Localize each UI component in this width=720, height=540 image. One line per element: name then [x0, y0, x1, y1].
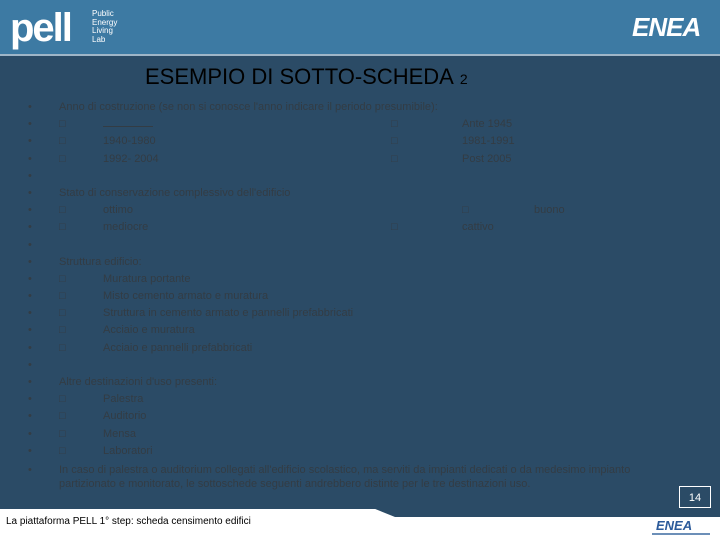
list-item — [28, 323, 648, 340]
use-option-label: Palestra — [103, 393, 144, 406]
checkbox-icon[interactable]: □ — [391, 152, 398, 165]
bullet-icon: • — [28, 393, 32, 406]
slide-title-number: 2 — [459, 71, 468, 87]
checkbox-icon[interactable]: □ — [59, 307, 66, 320]
list-item — [28, 358, 648, 375]
list-item — [28, 289, 648, 306]
condition-option-label: buono — [534, 204, 565, 217]
checkbox-icon[interactable]: □ — [59, 221, 66, 234]
age-heading: Anno di costruzione (se non si conosce l'anno indicare il periodo presumibile): — [59, 101, 438, 113]
bullet-icon: • — [28, 464, 32, 476]
slide-title — [145, 64, 468, 90]
list-item — [28, 100, 648, 117]
bullet-icon: • — [28, 444, 32, 457]
list-item — [28, 427, 648, 444]
use-option-label: Mensa — [103, 427, 137, 440]
bullet-icon: • — [28, 152, 32, 165]
checkbox-icon[interactable]: □ — [59, 204, 66, 217]
pell-logo-word: pell — [10, 6, 71, 50]
checkbox-icon[interactable]: □ — [59, 118, 66, 131]
structure-option-label: Acciaio e muratura — [103, 324, 195, 337]
bullet-icon: • — [28, 186, 32, 199]
bullet-icon: • — [28, 169, 32, 182]
checkbox-icon[interactable]: □ — [59, 427, 66, 440]
list-item — [28, 152, 648, 169]
checkbox-icon[interactable]: □ — [59, 410, 66, 423]
bullet-icon: • — [28, 307, 32, 320]
slide-title-text: ESEMPIO DI SOTTO-SCHEDA — [145, 64, 454, 89]
bullet-icon: • — [28, 101, 32, 113]
list-item — [28, 169, 648, 186]
structure-option-label: Muratura portante — [103, 272, 191, 285]
list-item — [28, 306, 648, 323]
list-item — [28, 117, 648, 134]
footer-enea-logo: ENEA — [656, 518, 693, 533]
uses-heading: Altre destinazioni d'uso presenti: — [59, 376, 218, 388]
list-item — [28, 134, 648, 151]
list-item — [28, 272, 648, 289]
bullet-icon: • — [28, 135, 32, 148]
list-item — [28, 203, 648, 220]
list-item — [28, 375, 648, 392]
checkbox-icon[interactable]: □ — [391, 118, 398, 131]
checkbox-icon[interactable]: □ — [391, 221, 398, 234]
bullet-icon: • — [28, 376, 32, 388]
use-option-label: Auditorio — [103, 410, 147, 423]
age-option-label: 1992- 2004 — [103, 152, 159, 165]
checkbox-icon[interactable]: □ — [59, 272, 66, 285]
list-item — [28, 409, 648, 426]
pell-logo-tagline: Public Energy Living Lab — [92, 9, 118, 44]
structure-option-label: Struttura in cemento armato e pannelli prefabbricati — [103, 307, 354, 320]
bullet-icon: • — [28, 204, 32, 217]
age-option-label: 1940-1980 — [103, 135, 156, 148]
list-item — [28, 238, 648, 255]
list-item — [28, 255, 648, 272]
bullet-icon: • — [28, 255, 32, 268]
bullet-icon: • — [28, 272, 32, 285]
structure-heading: Struttura edificio: — [59, 255, 142, 268]
year-blank-field[interactable] — [103, 117, 153, 131]
bullet-icon: • — [28, 410, 32, 423]
checkbox-icon[interactable]: □ — [59, 290, 66, 303]
footer-text: La piattaforma PELL 1° step: scheda censimento edifici — [6, 516, 251, 527]
footer-logo-underline — [652, 533, 710, 535]
list-item — [28, 392, 648, 409]
bullet-icon: • — [28, 324, 32, 337]
use-option-label: Laboratori — [103, 444, 153, 457]
condition-option-label: cattivo — [462, 221, 494, 234]
checkbox-icon[interactable]: □ — [59, 393, 66, 406]
bullet-icon: • — [28, 358, 32, 371]
condition-option-label: ottimo — [103, 204, 133, 217]
age-option-label: Post 2005 — [462, 152, 512, 165]
pell-logo — [10, 8, 130, 52]
condition-option-label: mediocre — [103, 221, 149, 234]
list-item — [28, 341, 648, 358]
age-option-label: Ante 1945 — [462, 118, 513, 131]
bullet-icon: • — [28, 290, 32, 303]
checkbox-icon[interactable]: □ — [391, 135, 398, 148]
checkbox-icon[interactable]: □ — [59, 341, 66, 354]
structure-option-label: Acciaio e pannelli prefabbricati — [103, 341, 253, 354]
bullet-icon: • — [28, 118, 32, 131]
checkbox-icon[interactable]: □ — [59, 444, 66, 457]
header-bar — [0, 0, 720, 56]
list-item — [28, 444, 648, 461]
checkbox-icon[interactable]: □ — [59, 152, 66, 165]
list-item — [28, 186, 648, 203]
page-number: 14 — [679, 486, 711, 508]
bullet-icon: • — [28, 221, 32, 234]
structure-option-label: Misto cemento armato e muratura — [103, 290, 269, 303]
bullet-icon: • — [28, 341, 32, 354]
bullet-icon: • — [28, 238, 32, 251]
note-text: In caso di palestra o auditorium collegati all'edificio scolastico, ma serviti da impianti dedicati o da medesimo impianto partizionato e monitorato, le sottoschede seguenti andrebbero distinte per le tre destinazioni uso. — [59, 464, 631, 490]
age-option-label: 1981-1991 — [462, 135, 515, 148]
bullet-icon: • — [28, 427, 32, 440]
checkbox-icon[interactable]: □ — [462, 204, 469, 217]
enea-logo: ENEA — [632, 12, 701, 42]
list-item — [28, 220, 648, 237]
form-list — [28, 100, 648, 461]
condition-heading: Stato di conservazione complessivo dell'edificio — [59, 186, 291, 199]
checkbox-icon[interactable]: □ — [59, 324, 66, 337]
checkbox-icon[interactable]: □ — [59, 135, 66, 148]
